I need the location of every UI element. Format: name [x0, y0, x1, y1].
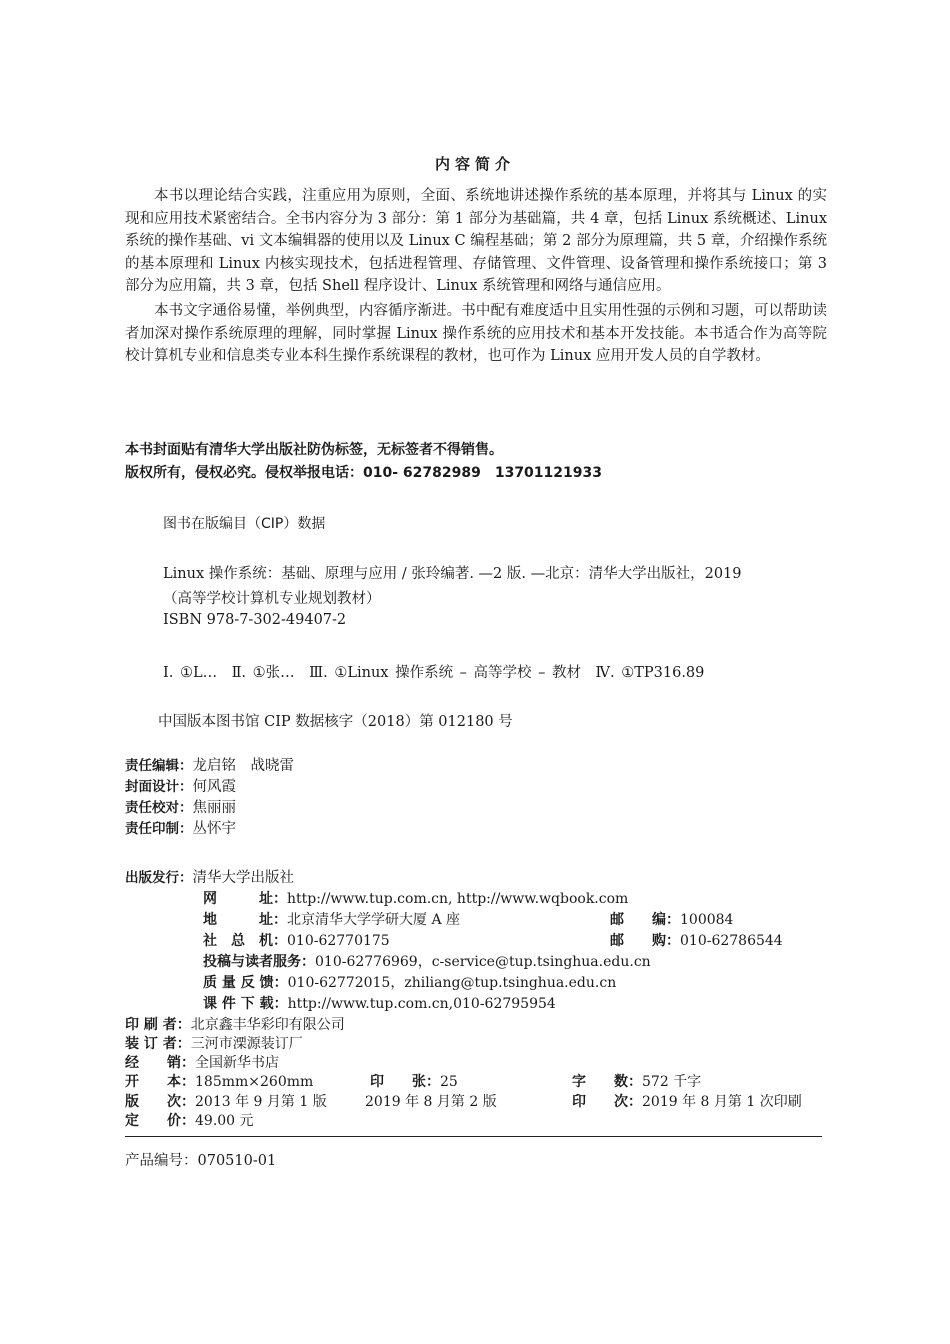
staff-editor — [125, 754, 294, 775]
sheets-line: 印 张：25 — [370, 1074, 458, 1090]
publisher-reader-service: 投稿与读者服务：010-62776969，c-service@tup.tsinghua.edu.cn — [203, 954, 651, 970]
format-line: 开 本：185mm×260mm — [125, 1074, 314, 1090]
distributor-line: 经 销：全国新华书店 — [125, 1055, 279, 1071]
staff-cover-design — [125, 775, 236, 796]
intro-paragraph-2: 本书文字通俗易懂，举例典型，内容循序渐进。书中配有难度适中且实用性强的示例和习题，可以帮助读者加深对操作系统原理的理解，同时掌握 Linux 操作系统的应用技术和基本开发技能。本书适合作为高等院校计算机专业和信息类专业本科生操作系统课程的教材，也可作为 Linux 应用开发人员的自学教材。 — [125, 303, 827, 365]
cip-series-line: （高等学校计算机专业规划教材） — [163, 591, 381, 607]
publisher-line — [125, 866, 294, 887]
publisher-switchboard: 社 总 机：010-62770175 — [203, 933, 390, 949]
staff-value: 焦丽丽 — [192, 800, 236, 816]
cip-title-line: Linux 操作系统：基础、原理与应用 / 张玲编著. —2 版. —北京：清华大学出版社，2019 — [163, 566, 742, 582]
divider-rule — [125, 1136, 822, 1137]
cip-heading: 图书在版编目（CIP）数据 — [163, 516, 326, 532]
staff-value: 何风霞 — [192, 779, 236, 795]
staff-label: 封面设计： — [125, 779, 193, 795]
staff-value: 龙启铭 战晓雷 — [192, 758, 294, 774]
print-run-line: 印 次：2019 年 8 月第 1 次印刷 — [572, 1094, 802, 1110]
staff-label: 责任校对： — [125, 800, 193, 816]
publisher-name: 清华大学出版社 — [192, 870, 294, 886]
staff-proofreader — [125, 796, 236, 817]
cip-isbn-line: ISBN 978-7-302-49407-2 — [163, 612, 347, 628]
publisher-label: 出版发行： — [125, 870, 193, 886]
staff-printing — [125, 817, 236, 838]
publisher-quality-feedback: 质 量 反 馈：010-62772015，zhiliang@tup.tsinghua.edu.cn — [203, 975, 617, 991]
word-count-line: 字 数：572 千字 — [572, 1074, 702, 1090]
binder-line: 装 订 者：三河市溧源装订厂 — [125, 1036, 303, 1052]
page-title: 内容简介 — [434, 155, 515, 173]
product-number: 产品编号：070510-01 — [125, 1153, 277, 1169]
edition-line: 版 次：2013 年 9 月第 1 版 — [125, 1094, 327, 1110]
cip-record-number: 中国版本图书馆 CIP 数据核字（2018）第 012180 号 — [158, 714, 513, 730]
publisher-address: 地 址：北京清华大学学研大厦 A 座 — [203, 912, 461, 928]
copyright-notice: 版权所有，侵权必究。侵权举报电话：010- 62782989 13701121933 — [125, 465, 602, 481]
publisher-courseware: 课 件 下 载：http://www.tup.com.cn,010-62795954 — [203, 996, 556, 1012]
staff-label: 责任编辑： — [125, 758, 193, 774]
publisher-postcode: 邮 编：100084 — [610, 912, 734, 928]
printer-line: 印 刷 者：北京鑫丰华彩印有限公司 — [125, 1017, 345, 1033]
anti-counterfeit-notice: 本书封面贴有清华大学出版社防伪标签，无标签者不得销售。 — [125, 442, 503, 458]
staff-label: 责任印制： — [125, 821, 193, 837]
publisher-mail-order: 邮 购：010-62786544 — [610, 933, 783, 949]
intro-paragraph-1: 本书以理论结合实践，注重应用为原则，全面、系统地讲述操作系统的基本原理，并将其与 Linux 的实现和应用技术紧密结合。全书内容分为 3 部分：第 1 部分为基础篇，共 4 章，包括 Linux 系统概述、Linux 系统的操作基础、vi 文本编辑器的使用以及 Linux C 编程基础；第 2 部分为原理篇，共 5 章，介绍操作系统的基本原理和 Linux 内核实现技术，包括进程管理、存储管理、文件管理、设备管理和操作系统接口；第 3 部分为应用篇，共 3 章，包括 Shell 程序设计、Linux 系统管理和网络与通信应用。 — [125, 188, 827, 295]
price-line: 定 价：49.00 元 — [125, 1113, 254, 1129]
edition-line-2: 2019 年 8 月第 2 版 — [365, 1094, 497, 1110]
staff-value: 丛怀宇 — [192, 821, 236, 837]
cip-classification-line: Ⅰ. ①L… Ⅱ. ①张… Ⅲ. ①Linux 操作系统 – 高等学校 – 教材 Ⅳ. ①TP316.89 — [163, 665, 705, 681]
publisher-website: 网 址：http://www.tup.com.cn, http://www.wqbook.com — [203, 891, 629, 907]
